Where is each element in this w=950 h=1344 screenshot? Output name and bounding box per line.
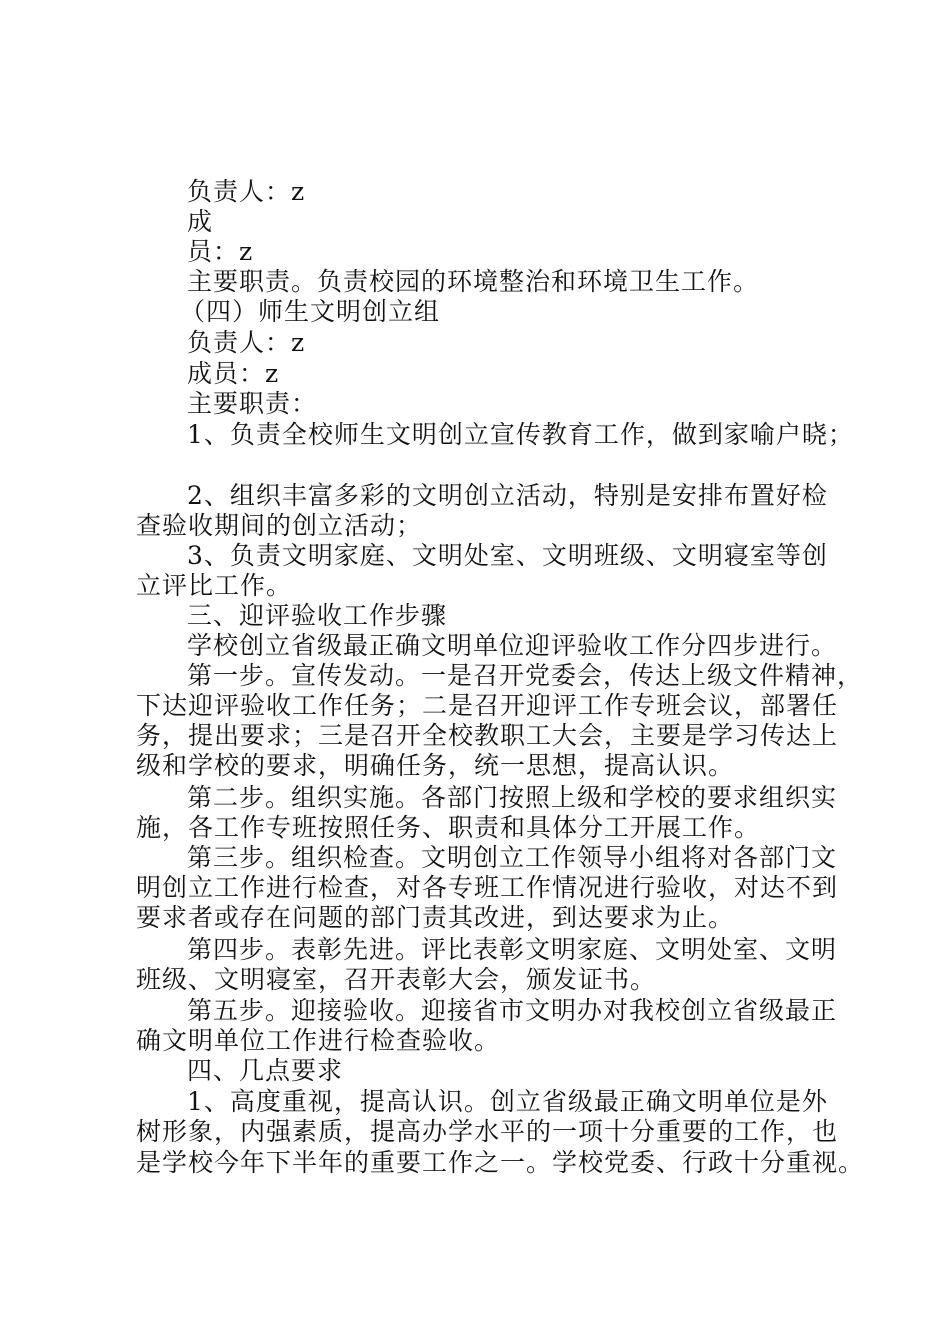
text-line: 确文明单位工作进行检查验收。 xyxy=(136,1026,501,1055)
text-line: 查验收期间的创立活动； xyxy=(136,511,423,540)
text-line: 下达迎评验收工作任务；二是召开迎评工作专班会议，部署任 xyxy=(136,691,839,720)
text-line: 2、组织丰富多彩的文明创立活动，特别是安排布置好检 xyxy=(187,481,828,510)
text-line: 学校创立省级最正确文明单位迎评验收工作分四步进行。 xyxy=(187,631,838,660)
text-line: 员：z xyxy=(187,237,254,266)
section-heading: 四、几点要求 xyxy=(187,1056,344,1085)
text-line: 第三步。组织检查。文明创立工作领导小组将对各部门文 xyxy=(187,843,838,872)
text-line: 负责人：z xyxy=(187,328,306,357)
text-line: 成 xyxy=(187,207,214,236)
text-line: 树形象，内强素质，提高办学水平的一项十分重要的工作，也 xyxy=(136,1117,839,1146)
text-line: 要求者或存在问题的部门责其改进，到达要求为止。 xyxy=(136,903,735,932)
text-line: 施，各工作专班按照任务、职责和具体分工开展工作。 xyxy=(136,813,761,842)
text-line: 明创立工作进行检查，对各专班工作情况进行验收，对达不到 xyxy=(136,873,839,902)
text-line: 负责人：z xyxy=(187,177,306,206)
text-line: 第五步。迎接验收。迎接省市文明办对我校创立省级最正 xyxy=(187,996,838,1025)
text-line: 1、负责全校师生文明创立宣传教育工作，做到家喻户晓； xyxy=(187,420,854,449)
text-line: 第一步。宣传发动。一是召开党委会，传达上级文件精神， xyxy=(187,661,864,690)
text-line: 级和学校的要求，明确任务，统一思想，提高认识。 xyxy=(136,751,735,780)
text-line: 3、负责文明家庭、文明处室、文明班级、文明寝室等创 xyxy=(187,541,828,570)
text-line: 是学校今年下半年的重要工作之一。学校党委、行政十分重视。 xyxy=(136,1148,865,1177)
text-line: 班级、文明寝室，召开表彰大会，颁发证书。 xyxy=(136,965,657,994)
text-line: 1、高度重视，提高认识。创立省级最正确文明单位是外 xyxy=(187,1087,828,1116)
text-line: 第二步。组织实施。各部门按照上级和学校的要求组织实 xyxy=(187,783,838,812)
text-line: 立评比工作。 xyxy=(136,571,293,600)
section-heading: 三、迎评验收工作步骤 xyxy=(187,601,448,630)
section-heading: （四）师生文明创立组 xyxy=(180,297,441,326)
text-line: 主要职责： xyxy=(187,389,318,418)
text-line: 主要职责。负责校园的环境整治和环境卫生工作。 xyxy=(187,267,760,296)
text-line: 成员：z xyxy=(187,359,280,388)
text-line: 务，提出要求；三是召开全校教职工大会，主要是学习传达上 xyxy=(136,721,839,750)
text-line: 第四步。表彰先进。评比表彰文明家庭、文明处室、文明 xyxy=(187,935,838,964)
